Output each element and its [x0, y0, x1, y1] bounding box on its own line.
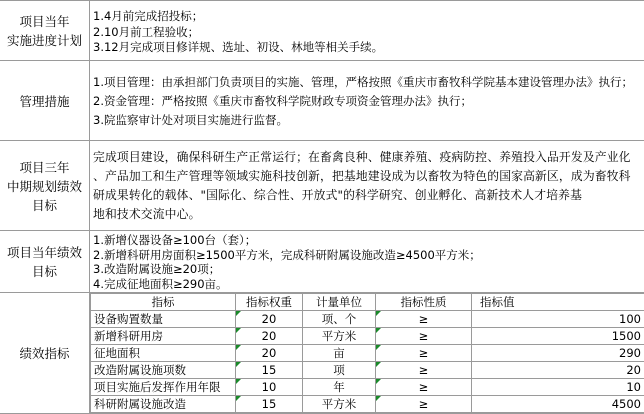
table-row [91, 362, 644, 379]
management-item: 1.项目管理：由承担部门负责项目的实施、管理，严格按照《重庆市畜牧科学院基本建设管理办法》执行； [93, 74, 633, 89]
metric-nature[interactable] [376, 396, 472, 413]
metric-weight[interactable] [236, 362, 303, 379]
midterm-label-line2: 中期规划绩效 [6, 178, 82, 194]
metric-weight[interactable] [236, 345, 303, 362]
progress-label-line1: 项目当年 [19, 14, 70, 29]
comment-marker [376, 379, 381, 384]
comment-marker [236, 396, 241, 401]
metric-weight-value: 20 [261, 329, 277, 343]
annual-goal-label[interactable] [0, 231, 90, 293]
metric-nature[interactable] [376, 345, 472, 362]
metric-weight-value: 15 [261, 363, 277, 377]
progress-item: 2.10月前工程验收； [93, 24, 200, 39]
table-row [91, 345, 644, 362]
header-indicator[interactable]: 指标 [91, 294, 236, 311]
annual-goal-item: 4.完成征地面积≥290亩。 [93, 276, 228, 291]
management-content[interactable] [90, 61, 644, 141]
progress-label[interactable] [0, 1, 90, 61]
midterm-line: 完成项目建设，确保科研生产正常运行；在畜禽良种、健康养殖、疫病防控、养殖投入品开发及产业化 [93, 150, 631, 164]
metric-weight-value: 10 [261, 380, 277, 394]
comment-marker [236, 311, 241, 316]
comment-marker [376, 328, 381, 333]
comment-marker [376, 396, 381, 401]
annual-goal-item: 3.改造附属设施≥20项； [93, 262, 221, 276]
comment-marker [376, 345, 381, 350]
midterm-line: 研成果转化的载体、"国际化、综合性、开放式"的科学研究、创业孵化、高新技术人才培养基 [93, 188, 583, 202]
progress-item: 3.12月完成项目修详规、选址、初设、林地等相关手续。 [93, 40, 384, 54]
metric-name[interactable]: 征地面积 [91, 345, 236, 362]
metric-weight-value: 15 [261, 397, 277, 411]
metric-name[interactable]: 改造附属设施项数 [91, 362, 236, 379]
metrics-table [90, 293, 644, 413]
annual-goal-item: 2.新增科研用房面积≥1500平方米，完成科研附属设施改造≥4500平方米； [93, 247, 481, 262]
metric-value[interactable]: 10 [472, 379, 644, 396]
metric-unit[interactable]: 项 [303, 362, 376, 379]
metric-name[interactable]: 设备购置数量 [91, 311, 236, 328]
metric-value[interactable]: 290 [472, 345, 644, 362]
comment-marker [236, 345, 241, 350]
progress-label-line2: 实施进度计划 [6, 33, 82, 48]
header-weight[interactable]: 指标权重 [236, 294, 303, 311]
midterm-label[interactable] [0, 141, 90, 231]
metric-value[interactable]: 1500 [472, 328, 644, 345]
metric-value[interactable]: 20 [472, 362, 644, 379]
annual-goal-label-line2: 目标 [31, 264, 57, 279]
header-nature[interactable]: 指标性质 [376, 294, 472, 311]
annual-goal-item: 1.新增仪器设备≥100台（套）； [93, 233, 257, 247]
management-item: 3.院监察审计处对项目实施进行监督。 [93, 112, 288, 127]
metric-unit[interactable]: 平方米 [303, 328, 376, 345]
metrics-header-row [91, 294, 644, 311]
metric-unit[interactable]: 亩 [303, 345, 376, 362]
midterm-content[interactable] [90, 141, 644, 231]
metric-nature-value: ≥ [418, 346, 429, 360]
header-unit[interactable]: 计量单位 [303, 294, 376, 311]
metric-unit[interactable]: 年 [303, 379, 376, 396]
comment-marker [236, 328, 241, 333]
metric-nature[interactable] [376, 311, 472, 328]
annual-goal-content[interactable] [90, 231, 644, 293]
metric-nature[interactable] [376, 379, 472, 396]
metric-nature-value: ≥ [418, 363, 429, 377]
midterm-line: 、产品加工和生产管理等领域实施科技创新，把基地建设成为以畜牧为特色的国家高新区，成为畜牧科 [93, 169, 631, 183]
metric-name[interactable]: 项目实施后发挥作用年限 [91, 379, 236, 396]
header-value[interactable]: 指标值 [472, 294, 644, 311]
table-row [91, 396, 644, 413]
table-row [91, 311, 644, 328]
midterm-label-line1: 项目三年 [19, 159, 70, 175]
metric-name[interactable]: 新增科研用房 [91, 328, 236, 345]
metric-unit[interactable]: 项、个 [303, 311, 376, 328]
metric-value[interactable]: 100 [472, 311, 644, 328]
midterm-line: 地和技术交流中心。 [93, 207, 201, 221]
management-label[interactable]: 管理措施 [0, 61, 90, 141]
management-item: 2.资金管理：严格按照《重庆市畜牧科学院财政专项资金管理办法》执行； [93, 93, 472, 108]
metric-nature[interactable] [376, 328, 472, 345]
metric-unit[interactable]: 平方米 [303, 396, 376, 413]
table-row [91, 379, 644, 396]
metric-weight[interactable] [236, 396, 303, 413]
metric-nature-value: ≥ [418, 397, 429, 411]
table-row [91, 328, 644, 345]
metric-weight-value: 20 [261, 312, 277, 326]
metric-weight[interactable] [236, 311, 303, 328]
comment-marker [376, 362, 381, 367]
metric-nature-value: ≥ [418, 312, 429, 326]
metrics-label[interactable]: 绩效指标 [0, 293, 90, 413]
metrics-row [0, 292, 644, 414]
progress-item: 1.4月前完成招投标； [93, 9, 204, 23]
metric-weight[interactable] [236, 328, 303, 345]
metric-nature-value: ≥ [418, 380, 429, 394]
annual-goal-label-line1: 项目当年绩效 [6, 245, 82, 260]
comment-marker [236, 362, 241, 367]
comment-marker [376, 311, 381, 316]
annual-goal-row [0, 230, 644, 293]
metric-nature-value: ≥ [418, 329, 429, 343]
progress-row [0, 0, 644, 61]
metric-weight-value: 20 [261, 346, 277, 360]
metric-nature[interactable] [376, 362, 472, 379]
midterm-label-line3: 目标 [31, 197, 57, 213]
metric-value[interactable]: 4500 [472, 396, 644, 413]
comment-marker [236, 379, 241, 384]
metric-name[interactable]: 科研附属设施改造 [91, 396, 236, 413]
management-row [0, 60, 644, 141]
midterm-row [0, 140, 644, 231]
progress-content[interactable] [90, 1, 644, 61]
metric-weight[interactable] [236, 379, 303, 396]
